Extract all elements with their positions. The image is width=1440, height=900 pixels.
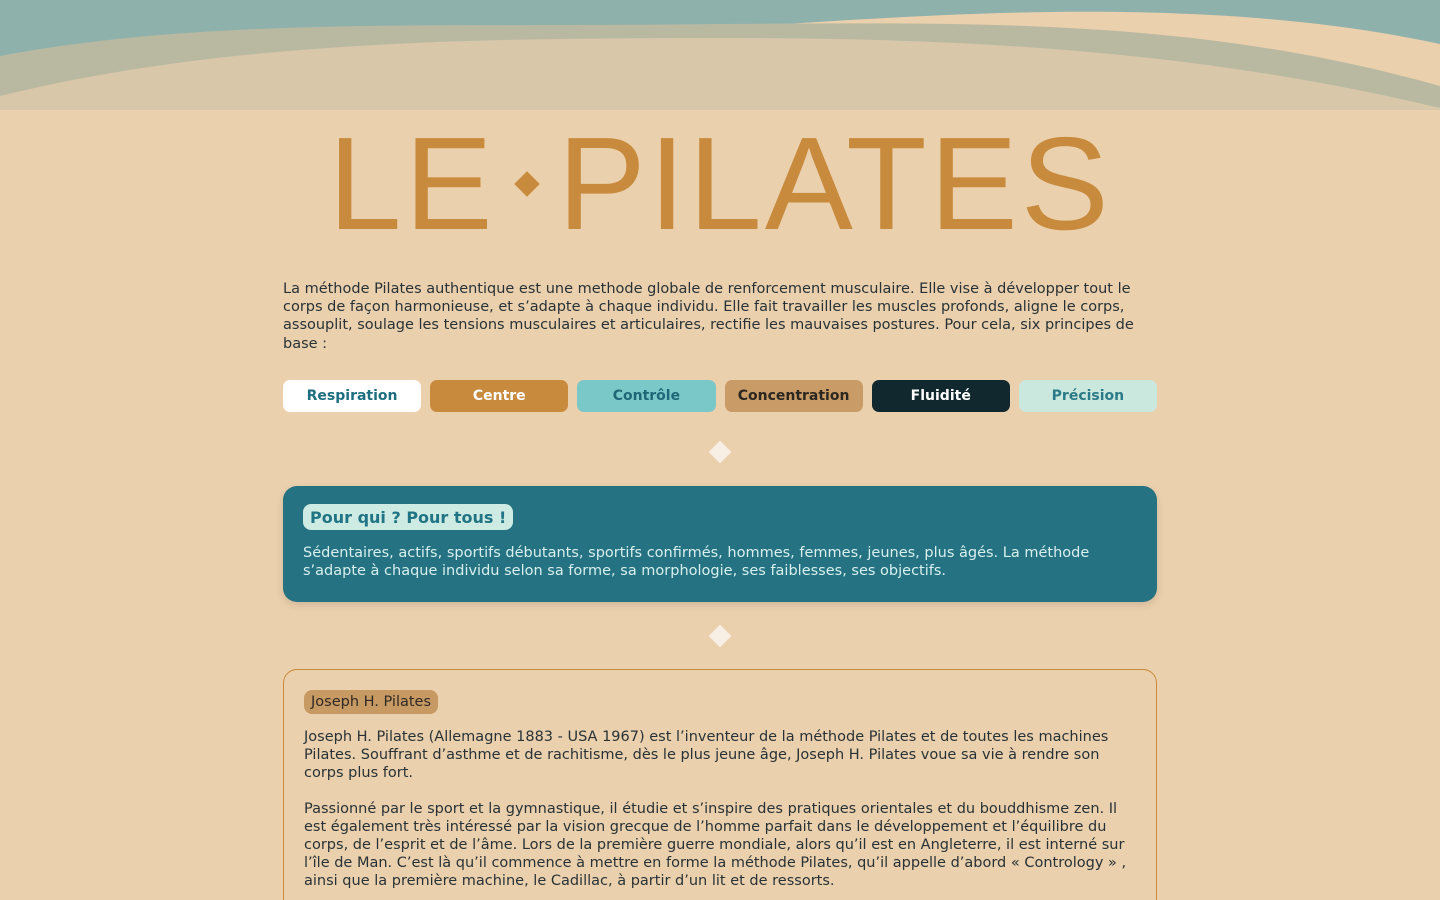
principle-concentration[interactable]: Concentration	[725, 380, 863, 412]
principle-fluidite[interactable]: Fluidité	[872, 380, 1010, 412]
section-divider-diamond-icon	[709, 441, 732, 464]
bio-paragraph-1: Joseph H. Pilates (Allemagne 1883 - USA 1967) est l’inventeur de la méthode Pilates et de toutes les machines Pilates. Souffrant d’asthme et de rachitisme, dès le plus jeune âge, Joseph H. Pilates voue sa vie à rendre son corps plus fort.	[304, 729, 1109, 782]
title-left-word: LE	[328, 110, 496, 257]
page-title	[0, 110, 1440, 258]
audience-card	[283, 486, 1157, 602]
top-wave-decoration	[0, 0, 1440, 110]
title-right-word: PILATES	[557, 110, 1112, 257]
title-diamond-icon	[514, 171, 539, 196]
bio-paragraph-2: Passionné par le sport et la gymnastique, il étudie et s’inspire des pratiques orientales et du bouddhisme zen. Il est également très intéressé par la vision grecque de l’homme parfait dans le développement et l’équilibre du corps, de l’esprit et de l’âme. Lors de la première guerre mondiale, alors qu’il est en Angleterre, il est interné sur l’île de Man. C’est là qu’il commence à mettre en forme la méthode Pilates, qu’il appelle d’abord « Contrology » , ainsi que la première machine, le Cadillac, à partir d’un lit et de ressorts.	[304, 800, 1127, 890]
intro-paragraph: La méthode Pilates authentique est une methode globale de renforcement musculaire. Elle vise à développer tout le corps de façon harmonieuse, et s’adapte à chaque individu. Elle fait travailler les muscles profonds, aligne le corps, assouplit, soulage les tensions musculaires et articulaires, rectifie les mauvaises postures. Pour cela, six principes de base :	[283, 281, 1134, 352]
section-divider-diamond-icon	[709, 625, 732, 648]
audience-text: Sédentaires, actifs, sportifs débutants, sportifs confirmés, hommes, femmes, jeunes, plus âgés. La méthode s’adapte à chaque individu selon sa forme, sa morphologie, ses faiblesses, ses objectifs.	[303, 545, 1090, 580]
audience-heading: Pour qui ? Pour tous !	[303, 504, 513, 530]
principle-centre[interactable]: Centre	[430, 380, 568, 412]
principle-precision[interactable]: Précision	[1019, 380, 1157, 412]
principle-controle[interactable]: Contrôle	[577, 380, 715, 412]
principles-list	[283, 380, 1157, 412]
title-logo	[328, 110, 1112, 257]
joseph-pilates-card	[283, 669, 1157, 900]
bio-heading: Joseph H. Pilates	[304, 690, 438, 714]
principle-respiration[interactable]: Respiration	[283, 380, 421, 412]
